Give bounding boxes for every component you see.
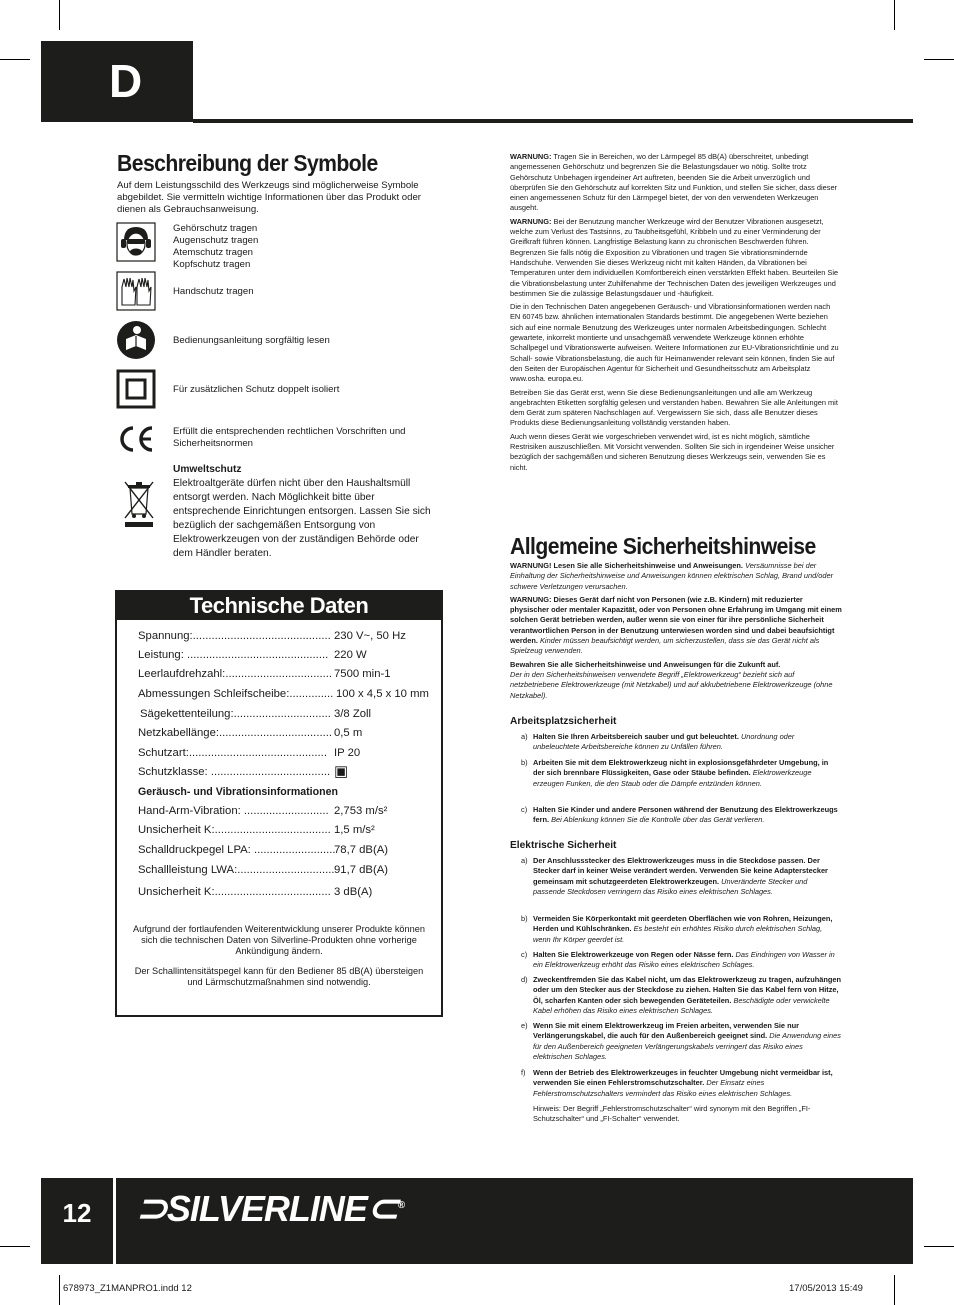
noise-dots: ........................... <box>240 805 329 817</box>
item-letter: f) <box>521 1068 526 1077</box>
noise-label: Unsicherheit K: <box>138 824 215 836</box>
item-italic: Es besteht ein erhöhtes Risiko durch elektrischen Schlag, wenn Ihr Körper geerdet ist. <box>533 924 823 944</box>
item-bold: Zweckentfremden Sie das Kabel nicht, um das Elektrowerkzeug zu tragen, aufzuhängen oder um den Stecker aus der Steckdose zu ziehen. Halten Sie das Kabel fern von Hitze, Öl, scharfen Kanten oder sich bewegenden Geräteteilen. <box>533 975 842 1005</box>
silverline-logo <box>136 1186 404 1231</box>
tech-label: Spannung: <box>138 630 193 642</box>
item-bold: Der Anschlussstecker des Elektrowerkzeuges muss in die Steckdose passen. Der Stecker darf in keiner Weise verändert werden. Verwenden Sie keine Adapterstecker gemeinsam mit schutzgeerdeten Elektrowerkzeugen. <box>533 856 828 886</box>
work-item <box>521 732 841 753</box>
safety-bold: WARNUNG! Lesen Sie alle Sicherheitshinweise und Anweisungen. <box>510 561 743 570</box>
tech-label: Netzkabellänge: <box>138 727 220 739</box>
noise-label: Schalldruckpegel LPA: <box>138 844 251 856</box>
noise-row <box>138 863 389 877</box>
item-italic: Unordnung oder unbeleuchtete Arbeitsbereiche können zu Unfällen führen. <box>533 732 795 752</box>
tech-row <box>138 746 361 760</box>
symbol-row <box>116 423 446 459</box>
noise-value: 2,753 m/s² <box>334 805 388 817</box>
symbol-line: Gehörschutz tragen <box>173 223 258 234</box>
tech-label: Schutzart: <box>138 747 189 759</box>
symbol-text: Handschutz tragen <box>173 286 254 297</box>
noise-value: 1,5 m/s² <box>334 824 375 836</box>
noise-row <box>138 823 375 837</box>
safety-title: Allgemeine Sicherheitshinweise <box>510 533 816 559</box>
crop-mark <box>0 59 30 60</box>
technical-data-title: Technische Daten <box>117 592 441 620</box>
item-bold: Wenn der Betrieb des Elektrowerkzeuges in feuchter Umgebung nicht vermeidbar ist, verwenden Sie einen Fehlerstromschutzschalter. <box>533 1068 833 1088</box>
tech-label: Sägekettenteilung: <box>140 708 234 720</box>
warning-text: Tragen Sie in Bereichen, wo der Lärmpegel 85 dB(A) überschreitet, unbedingt angemessenen Gehörschutz und begrenzen Sie die Belastungsdauer wo nötig. Sollte trotz Gehörschutz Unbehagen irgendeiner Art auftreten, beenden Sie die Arbeit unverzüglich und überprüfen Sie den Gehörschutz auf korrekten Sitz und Funktion, und stellen Sie sicher, dass dieser einen angemessenen Schutz für den Lärmpegel bietet, der von den verwendeten Werkzeugen ausgeht. <box>510 152 838 213</box>
footer-bar <box>41 1178 913 1264</box>
noise-dots: ............................... <box>237 864 335 876</box>
tech-value: 100 x 4,5 x 10 mm <box>336 688 429 700</box>
warnings-block <box>510 152 842 476</box>
safety-paragraph <box>510 561 842 592</box>
item-letter: d) <box>521 975 528 984</box>
symbol-text <box>173 426 406 450</box>
noise-label: Schallleistung LWA: <box>138 864 238 876</box>
crop-mark <box>924 59 954 60</box>
technical-data-box <box>115 590 443 1017</box>
tech-dots: ............................................. <box>183 649 329 661</box>
noise-dots: ..................................... <box>214 824 331 836</box>
item-bold: Wenn Sie mit einem Elektrowerkzeug im Freien arbeiten, verwenden Sie nur Verlängerungskabel, die auch für den Außenbereich geeignet sind. <box>533 1021 800 1041</box>
item-letter: c) <box>521 950 528 959</box>
slug-date: 17/05/2013 15:49 <box>789 1283 863 1294</box>
noise-label: Hand-Arm-Vibration: <box>138 805 241 817</box>
noise-title: Geräusch- und Vibrationsinformationen <box>138 786 338 798</box>
warning-noise <box>510 152 842 214</box>
noise-value: 78,7 dB(A) <box>334 844 389 856</box>
gloves-icon <box>116 271 156 311</box>
electrical-item <box>521 1021 841 1062</box>
ce-mark-icon <box>116 423 156 457</box>
item-bold: Halten Sie Elektrowerkzeuge von Regen oder Nässe fern. <box>533 950 734 959</box>
symbol-text <box>173 223 258 271</box>
tech-value: IP 20 <box>334 747 361 759</box>
tech-dots: ...................................... <box>207 766 331 778</box>
noise-label: Unsicherheit K: <box>138 886 215 898</box>
tech-value: 7500 min-1 <box>334 668 391 680</box>
tech-dots: ............................................ <box>192 630 331 642</box>
tech-label: Abmessungen Schleifscheibe: <box>138 688 290 700</box>
paragraph: Auch wenn dieses Gerät wie vorgeschrieben verwendet wird, ist es nicht möglich, sämtliche Restrisiken auszuschließen. Mit Vorsicht verwenden. Sollten Sie sich in irgendeiner Weise unsicher bezüglich der sachgemäßen und sicheren Benutzung dieses Werkzeugs sein, verwenden Sie es nicht. <box>510 431 835 472</box>
symbol-line: Sicherheitsnormen <box>173 438 253 449</box>
work-safety-title: Arbeitsplatzsicherheit <box>510 716 617 727</box>
electrical-safety-title: Elektrische Sicherheit <box>510 840 617 851</box>
item-bold: Halten Sie Kinder und andere Personen während der Benutzung des Elektrowerkzeugs fern. <box>533 805 838 825</box>
symbol-row <box>116 220 446 268</box>
tech-dots: ............................................ <box>188 747 327 759</box>
item-italic: Bei Ablenkung können Sie die Kontrolle über das Gerät verlieren. <box>551 815 765 825</box>
symbols-intro: Auf dem Leistungsschild des Werkzeugs sind möglicherweise Symbole abgebildet. Sie vermitteln wichtige Informationen über das Produkt oder dienen als Gebrauchsanweisung. <box>117 180 421 215</box>
noise-row <box>138 804 388 818</box>
symbols-title: Beschreibung der Symbole <box>117 150 378 176</box>
crop-mark <box>894 1275 895 1305</box>
tech-dots: .............. <box>289 688 334 700</box>
item-italic: Unveränderte Stecker und passende Steckdosen verringern das Risiko eines elektrischen Schlages. <box>533 876 808 896</box>
tech-label: Leerlaufdrehzahl: <box>138 668 226 680</box>
symbol-line: Atemschutz tragen <box>173 247 253 258</box>
tech-dots: ............................... <box>233 708 331 720</box>
electrical-item <box>521 950 841 971</box>
electrical-item <box>521 1068 841 1099</box>
double-insulation-icon <box>116 369 156 409</box>
safety-italic: Kinder müssen beaufsichtigt werden, um sicherzustellen, dass sie das Gerät nicht als Spielzeug verwenden. <box>510 636 820 656</box>
noise-row <box>138 843 389 857</box>
crop-mark <box>0 1246 30 1247</box>
noise-value: 91,7 dB(A) <box>334 864 389 876</box>
paragraph: Die in den Technischen Daten angegebenen Geräusch- und Vibrationsinformationen werden nach EN 60745 bzw. ähnlichen internationalen Standards bestimmt. Die angegebenen Werte beziehen sich auf eine normale Benutzung des Werkzeuges unter normalen Arbeitsbedingungen. Schlecht gewartete, inkorrekt montierte und unsachgemäß verwendete Werkzeuge können erhöhte Schallpegel und Vibrationswerte aufweisen. Weitere Informationen zur EU-Vibrationsrichtlinie und zu Schall- sowie Vibrationsbelastung, die auch für Heimanwender relevant sein können, finden Sie auf den Seiten der Europäischen Agentur für Sicherheit und Gesundheitsschutz am Arbeitsplatz www.osha. europa.eu. <box>510 302 839 384</box>
symbol-line: Erfüllt die entsprechenden rechtlichen Vorschriften und <box>173 426 406 437</box>
electrical-item <box>521 856 841 897</box>
safety-bold: Bewahren Sie alle Sicherheitshinweise und Anweisungen für die Zukunft auf. <box>510 659 781 669</box>
tech-label: Schutzklasse: <box>138 766 208 778</box>
work-item <box>521 758 841 789</box>
safety-italic: Versäumnisse bei der Einhaltung der Sicherheitshinweise und Anweisungen können elektrischen Schlag, Brand und/oder schwere Verletzungen verursachen. <box>510 561 834 591</box>
tech-row <box>138 667 391 681</box>
tech-note-1: Aufgrund der fortlaufenden Weiterentwicklung unserer Produkte können sich die technischen Daten von Silverline-Produkten ohne vorherige Ankündigung ändern. <box>133 924 425 956</box>
footer-divider <box>113 1178 116 1264</box>
symbol-line: Augenschutz tragen <box>173 235 259 246</box>
tech-row <box>140 707 372 721</box>
item-bold: Vermeiden Sie Körperkontakt mit geerdeten Oberflächen wie von Rohren, Heizungen, Herden und Kühlschränken. <box>533 914 833 934</box>
noise-row <box>138 885 373 899</box>
warning-vibration <box>510 217 842 299</box>
read-manual-icon <box>116 320 156 360</box>
crop-mark <box>59 0 60 30</box>
safety-bold: WARNUNG: Dieses Gerät darf nicht von Personen (wie z.B. Kindern) mit reduzierter physischer oder mentaler Kapazität, oder von Personen ohne Erfahrung im Umgang mit einem solchen Gerät betrieben werden, außer wenn sie von einer für ihre persönliche Sicherheit verantwortlichen Person in der Benutzung unterwiesen worden sind und dabei beaufsichtigt werden. <box>510 594 842 646</box>
protective-gear-icon <box>116 222 156 262</box>
item-italic: Das Eindringen von Wasser in ein Elektrowerkzeug erhöht das Risiko eines elektrischen Schlages. <box>533 950 835 970</box>
logo-text: SILVERLINE <box>166 1188 367 1229</box>
item-italic: Beschädigte oder verwickelte Kabel erhöhen das Risiko eines elektrischen Schlages. <box>533 995 830 1015</box>
symbol-line: Kopfschutz tragen <box>173 259 251 270</box>
tech-row <box>138 629 406 643</box>
header-rule <box>193 119 913 123</box>
protection-class-icon: ▣ <box>334 763 349 780</box>
tech-row <box>138 726 363 740</box>
item-letter: b) <box>521 758 528 767</box>
work-item <box>521 805 841 826</box>
symbol-row <box>116 320 446 362</box>
tech-dots: .................................. <box>225 668 333 680</box>
noise-dots: ..................................... <box>214 886 331 898</box>
tech-value: 230 V~, 50 Hz <box>334 630 406 642</box>
crop-mark <box>924 1246 954 1247</box>
tech-value: 220 W <box>334 649 367 661</box>
symbol-row <box>116 271 446 313</box>
item-bold: Arbeiten Sie mit dem Elektrowerkzeug nicht in explosionsgefährdeter Umgebung, in der sich brennbare Flüssigkeiten, Gase oder Stäube befinden. <box>533 758 829 778</box>
tech-dots: .................................... <box>219 727 333 739</box>
tech-note-2: Der Schallintensitätspegel kann für den Bediener 85 dB(A) übersteigen und Lärmschutzmaßnahmen sind notwendig. <box>134 966 424 987</box>
rcd-hint: Hinweis: Der Begriff „Fehlerstromschutzschalter“ wird synonym mit den Begriffen „FI-Schutzschalter“ und „FI-Schalter“ verwendet. <box>533 1104 811 1124</box>
item-letter: e) <box>521 1021 528 1030</box>
paragraph: Betreiben Sie das Gerät erst, wenn Sie diese Bedienungsanleitungen und alle am Werkzeug angebrachten Etiketten sorgfältig gelesen und verstanden haben. Bewahren Sie alle Anleitungen mit dem Gerät zum späteren Nachschlagen auf. Vergewissern Sie sich, dass alle Benutzer dieses Produkts diese Bedienungsanleitung vollständig verstanden haben. <box>510 387 838 428</box>
item-letter: b) <box>521 914 528 923</box>
tech-value: 3/8 Zoll <box>334 708 372 720</box>
item-italic: Elektrowerkzeuge erzeugen Funken, die den Staub oder die Dämpfe entzünden können. <box>533 768 812 788</box>
weee-bin-icon <box>122 478 156 528</box>
weee-block <box>173 463 439 561</box>
section-tab: D <box>41 41 193 122</box>
slug-file: 678973_Z1MANPRO1.indd 12 <box>63 1283 192 1294</box>
noise-dots: .......................... <box>250 844 336 856</box>
tech-value: 0,5 m <box>334 727 363 739</box>
item-italic: Der Einsatz eines Fehlerstromschutzschalters vermindert das Risiko eines elektrischen Schlages. <box>533 1078 793 1098</box>
tech-row <box>138 648 367 662</box>
tech-row <box>138 687 429 701</box>
weee-text: Elektroaltgeräte dürfen nicht über den Haushaltsmüll entsorgt werden. Nach Möglichkeit bitte über entsprechende Einrichtungen entsorgen. Lassen Sie sich bezüglich der sachgemäßen Entsorgung von Elektrowerkzeugen von der zuständigen Behörde oder dem Händler beraten. <box>173 478 431 559</box>
item-letter: a) <box>521 732 528 741</box>
item-letter: a) <box>521 856 528 865</box>
item-italic: Die Anwendung eines für den Außenbereich geeigneten Verlängerungskabels verringert das Risiko eines elektrischen Schlages. <box>533 1031 841 1061</box>
weee-title: Umweltschutz <box>173 464 242 475</box>
electrical-item <box>521 975 841 1016</box>
electrical-item <box>521 914 841 945</box>
warning-text: Bei der Benutzung mancher Werkzeuge wird der Benutzer Vibrationen ausgesetzt, welche zum Verlust des Tastsinns, zu Taubheitsgefühl, Kribbeln und zu einer Verminderung der Greifkraft führen können. Langfristige Belastung kann zu chronischen Beschwerden führen. Begrenzen Sie falls nötig die Exposition zu Vibrationen und tragen Sie vibrationsmindernde Handschuhe. Verwenden Sie dieses Werkzeug nicht mit kalten Händen, da Vibrationen bei Temperaturen unter dem individuellen Komfortbereich einen verstärkten Effekt haben. Beurteilen Sie die Vibrationsbelastung unter Zuhilfenahme der Technischen Daten des jeweiligen Werkzeuges und bestimmen Sie die zulässige Belastungsdauer und -häufigkeit. <box>510 216 839 298</box>
tech-label: Leistung: <box>138 649 184 661</box>
page-number: 12 <box>62 1198 92 1228</box>
crop-mark <box>59 1275 60 1305</box>
safety-intro <box>510 561 842 704</box>
logo-bracket: ⊃ <box>136 1188 167 1230</box>
registered-mark: ® <box>397 1200 405 1211</box>
safety-paragraph <box>510 660 842 701</box>
item-letter: c) <box>521 805 528 814</box>
symbol-text: Bedienungsanleitung sorgfältig lesen <box>173 335 330 346</box>
warning-label: WARNUNG: <box>510 216 552 226</box>
warning-label: WARNUNG: <box>510 152 552 161</box>
safety-italic: Der in den Sicherheitshinweisen verwendete Begriff „Elektrowerkzeug“ bezieht sich auf netzbetriebene Elektrowerkzeuge (mit Netzkabel) und auf akkubetriebene Elektrowerkzeuge (ohne Netzkabel). <box>510 669 833 700</box>
safety-paragraph <box>510 595 842 657</box>
symbol-text: Für zusätzlichen Schutz doppelt isoliert <box>173 384 340 395</box>
tech-row <box>138 763 349 780</box>
logo-bracket: ⊂ <box>366 1188 398 1230</box>
crop-mark <box>894 0 895 30</box>
symbol-row <box>116 369 446 411</box>
item-bold: Halten Sie Ihren Arbeitsbereich sauber und gut beleuchtet. <box>533 732 739 741</box>
noise-value: 3 dB(A) <box>334 886 373 898</box>
